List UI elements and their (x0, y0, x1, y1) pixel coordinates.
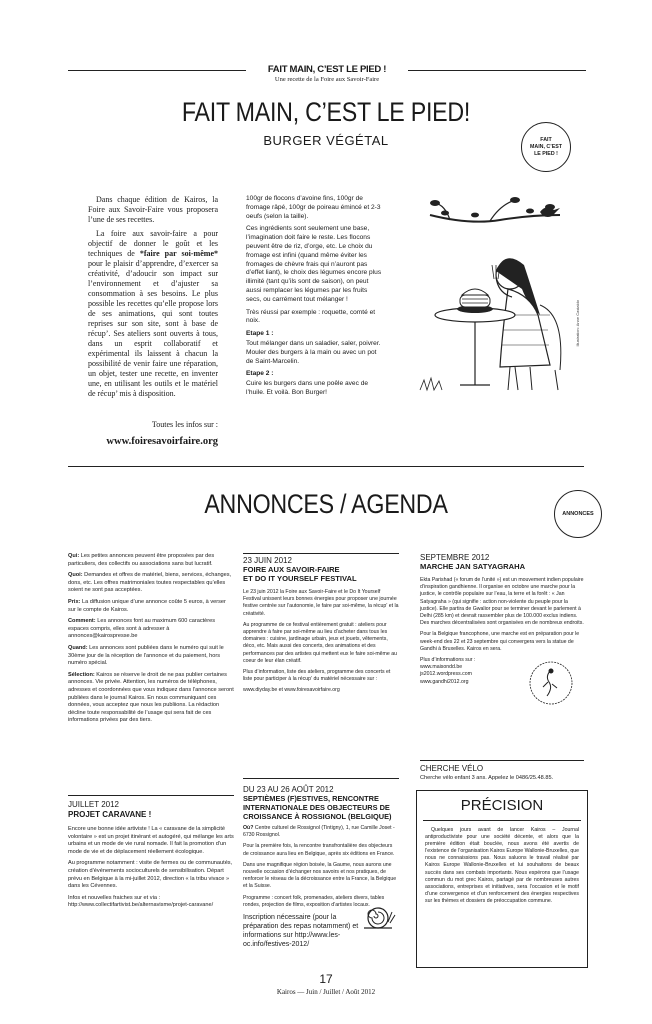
article-subtitle: BURGER VÉGÉTAL (263, 133, 389, 148)
rossignol-paragraph-4[interactable]: Inscription nécessaire (pour la préparation des repas notamment) et informations sur http://www.les-oc.info/festives-2012/ (243, 914, 359, 949)
foire-date: 23 JUIN 2012 (243, 556, 292, 565)
rossignol-title: SEPTIÈMES (F)ESTIVES, RENCONTRE INTERNATIONALE DES OBJECTEURS DE CROISSANCE À ROSSIGNOL (BELGIQUE) (243, 794, 392, 821)
header-kicker: FAIT MAIN, C’EST LE PIED ! (267, 64, 387, 75)
footer-line: Kairos — Juin / Juillet / Août 2012 (276, 988, 376, 996)
satyagraha-more: Plus d’informations sur : (420, 657, 476, 664)
velo-title: CHERCHE VÉLO (420, 764, 484, 773)
caravane-rule (68, 795, 234, 796)
recipe-note: Ces ingrédients sont seulement une base, l’imagination doit faire le reste. Les flocons peuvent être de riz, d’orge, etc. Le choix du fromage est infini (quand même éviter les fromages de chèvre frais qui n’auront pas d’effet liant), le choix des légumes encore plus illimité (tant qu’ils sont de saison), on peut aussi remplacer les légumes par les fruits secs, ou carrément tout mélanger ! (246, 225, 382, 303)
foire-title-2: ET DO IT YOURSELF FESTIVAL (243, 574, 357, 583)
rossignol-date: DU 23 AU 26 AOÛT 2012 (243, 785, 334, 794)
rossignol-paragraph-3: Programme : concert folk, promenades, ateliers divers, tables rondes, projection de films, exposition d’artistes locaux. (243, 894, 385, 908)
header-rule-left (68, 70, 246, 71)
satyagraha-title: MARCHE JAN SATYAGRAHA (420, 562, 526, 571)
satyagraha-link-2[interactable]: js2012.wordpress.com (420, 671, 472, 678)
satyagraha-date: SEPTEMBRE 2012 (420, 553, 490, 562)
velo-body: Cherche vélo enfant 3 ans. Appelez le 0486/25.48.85. (420, 775, 554, 781)
satyagraha-paragraph-1: Ekta Parishad (« forum de l’unité ») est un mouvement indien populaire d’inspiration gandhienne. Il organise en octobre une marche pour la justice, le contrôle populaire sur l’eau, la terre et la forêt : « Jan Satyagraha » (qui signifie : action non-violente du peuple pour la justice). Elle partira de Gwalior pour se terminer devant le parlement à Delhi (285 km) et devrait rassembler plus de 100.000 exclus indiens. Des marches décentralisées sont organisées en de nombreux endroits. (420, 577, 584, 627)
recipe-column (246, 195, 382, 402)
badge-line-1: FAIT (540, 136, 552, 143)
satyagraha-link-1[interactable]: www.maisondd.be (420, 664, 463, 671)
recipe-tip: Très réussi par exemple : roquette, comté et noix. (246, 308, 376, 325)
caravane-body (68, 826, 234, 914)
annonces-badge-label: ANNONCES (562, 511, 594, 517)
caravane-title: PROJET CARAVANE ! (68, 810, 152, 819)
badge-line-3: LE PIED ! (534, 150, 558, 157)
precision-title: PRÉCISION (460, 797, 544, 814)
rossignol-where: Où? Centre culturel de Rossignol (Tintigny), 1, rue Camille Joset - 6730 Rossignol. (243, 825, 395, 839)
satyagraha-link-3[interactable]: www.gandhi2012.org (420, 678, 469, 685)
article-intro (88, 195, 218, 403)
header-subtitle: Une recette de la Foire aux Savoir-Faire (274, 76, 380, 83)
annonces-rules (68, 553, 234, 729)
intro-paragraph-1: Dans chaque édition de Kairos, la Foire aux Savoir-Faire vous proposera l’une de ses recettes. (88, 195, 218, 224)
rossignol-paragraph-1: Pour la première fois, la rencontre transfrontalière des objecteurs de croissance aura lieu en Belgique, après six éditions en France. (243, 843, 395, 857)
precision-rule (423, 820, 581, 821)
precision-box (416, 790, 588, 968)
illustration-credit: Illustration: Anne Castaldo (575, 300, 580, 347)
rule-quoi: Quoi: Demandes et offres de matériel, biens, services, échanges, dons, etc. Les offres matrimoniales toutes respectables qu’elles soient ne sont pas acceptées. (68, 572, 232, 594)
rule-prix: Prix: La diffusion unique d’une annonce coûte 5 euros, à verser sur le compte de Kairos. (68, 598, 226, 613)
foire-event-box (243, 553, 399, 779)
foire-links[interactable]: www.diyday.be et www.foiresavoirfaire.org (243, 687, 340, 694)
caravane-paragraph-1: Encore une bonne idée artiviste ! La « caravane de la simplicité volontaire » est un projet itinérant et autogéré, qui mélange les arts urbains et un mode de vie rural nomade. Il fait la promotion d’un mode de vie et de déplacement réellement écologique. (68, 826, 234, 855)
caravane-date: JUILLET 2012 (68, 800, 119, 809)
recipe-ingredients: 100gr de flocons d’avoine fins, 100gr de fromage râpé, 100gr de poireau émincé et 2-3 oeufs (selon la taille). (246, 195, 381, 220)
foire-url[interactable]: www.foiresavoirfaire.org (106, 436, 218, 447)
annonces-title: ANNONCES / AGENDA (204, 489, 448, 519)
step-2-text: Cuire les burgers dans une poêle avec de l’huile. Et voilà. Bon Burger! (246, 380, 369, 396)
intro-paragraph-2: La foire aux savoir-faire a pour objectif de donner le goût et les techniques de *faire par soi-même* pour le plaisir d’apprendre, d’exercer sa créativité, d’adoucir son impact sur l’environnement et d’ajuster sa consommation à ses besoins. Le plus possible les recettes qu’elle propose lors de ses animations, qui sont toutes reprises sur son site, sont à base de récup’. Ses ateliers sont ouverts à tous, dans un esprit collaboratif et expérimental ils laissent à chacun la possibilité de venir faire une réparation, un objet, tester une recette, en inventer une, en utilisant les outils et le matériel de récup’ mis à disposition. (88, 229, 218, 398)
foire-paragraph-2: Au programme de ce festival entièrement gratuit : ateliers pour apprendre à faire par soi-même au lieu d’acheter dans tous les domaines : cuisine, jardinage urbain, jeux et jouets, vêtements, déco, etc. Mais aussi des concerts, des animations et des performances par des artistes qui mettent eux le faire soi-même au coeur de leur élan créatif. (243, 621, 397, 664)
section-divider (68, 466, 584, 467)
rule-qui: Qui: Les petites annonces peuvent être proposées par des particuliers, des collectifs ou associations sans but lucratif. (68, 553, 215, 567)
step-2-title: Etape 2 : (246, 370, 274, 378)
rule-selection: Sélection: Kairos se réserve le droit de ne pas publier certaines annonces. Vie privée. Attention, les numéros de téléphones, adresses et coordonnées que vous indiquez dans l’annonce seront publiées dans le journal Kairos. En nous communiquant ces données, vous acceptez que nous les publiions. La rédaction décline toute responsabilité de l’usage qui sera fait de ces informations privées par des tiers. (68, 671, 234, 724)
step-1-text: Tout mélanger dans un saladier, saler, poivrer. Mouler des burgers à la main ou avec un pot de Saint-Marcelin. (246, 339, 381, 365)
badge-line-2: MAIN, C’EST (529, 143, 563, 150)
marche-logo-icon (528, 660, 574, 706)
header-rule-right (408, 70, 586, 71)
precision-body: Quelques jours avant de lancer Kairos – Journal antiproductiviste pour une société décente, et alors que la première édition était bouclée, nous avons été avertis de l’existence de l’organisation Kairos Europe Wallonie-Bruxelles, que nous ne connaissions pas. Nous saluons le travail réalisé par Kairos Europe Wallonie-Bruxelles et lui souhaitons de beaux succès dans ses combats importants. Nous espérons que l’usage commun du mot grec Kairos, partagé par de nombreuses autres associations, entreprises et initiatives, sera l’occasion et le motif d’une convergence et d’un renforcement des énergies respectives sur les thèmes et dossiers de préoccupation commune. (425, 827, 579, 904)
rule-comment: Comment: Les annonces font au maximum 600 caractères espaces compris, elles sont à adresser à annonces@kairospresse.be (68, 618, 216, 640)
infos-label: Toutes les infos sur : (151, 420, 218, 429)
step-1-title: Etape 1 : (246, 330, 274, 338)
page-number: 17 (319, 972, 333, 986)
satyagraha-paragraph-2: Pour la Belgique francophone, une marche est en préparation pour le week-end des 22 et 23 septembre qui convergera vers la statue de Gandhi à Bruxelles. Kairos en sera. (420, 631, 580, 652)
annonces-badge (554, 490, 602, 538)
rossignol-paragraph-2: Dans une magnifique région boisée, la Gaume, nous aurons une nouvelle occasion d’échanger nos savoirs et nos pratiques, de renforcer le réseau de la décroissance entre la France, la Belgique et la Suisse. (243, 861, 397, 890)
caravane-paragraph-3[interactable]: Infos et nouvelles fraiches sur et via : http://www.collectifartivist.be/alternavisme/projet-caravane/ (68, 894, 214, 909)
foire-paragraph-3: Plus d’information, liste des ateliers, programme des concerts et liste pour participer à la récup’ du matériel nécessaire sur : (243, 669, 391, 683)
velo-rule (420, 760, 584, 761)
foire-title-1: FOIRE AUX SAVOIR-FAIRE (243, 565, 340, 574)
snail-logo-icon (360, 900, 396, 936)
illustration-girl-eating-burger (390, 185, 580, 395)
foire-paragraph-1: Le 23 juin 2012 la Foire aux Savoir-Faire et le Do It Yourself Festival unissent leurs bonnes énergies pour proposer une journée festive centrée sur l’autonomie, le faire par soi-même, la récup’ et la créativité. (243, 589, 399, 617)
caravane-paragraph-2: Au programme notamment : visite de fermes ou de communautés, création d’événements socioculturels de sensibilisation. Départ prévu en Belgique à la mi-juillet 2012, direction « la tribu vivace » dans les Cévennes. (68, 860, 233, 890)
article-title: FAIT MAIN, C’EST LE PIED! (181, 97, 471, 127)
rule-quand: Quand: Les annonces sont publiées dans le numéro qui suit le 30ème jour de la réception de l’annonce et du paiement, hors numéro spécial. (68, 644, 224, 667)
article-badge (521, 122, 571, 172)
intro-emphasis: *faire par soi-même* (139, 249, 218, 258)
